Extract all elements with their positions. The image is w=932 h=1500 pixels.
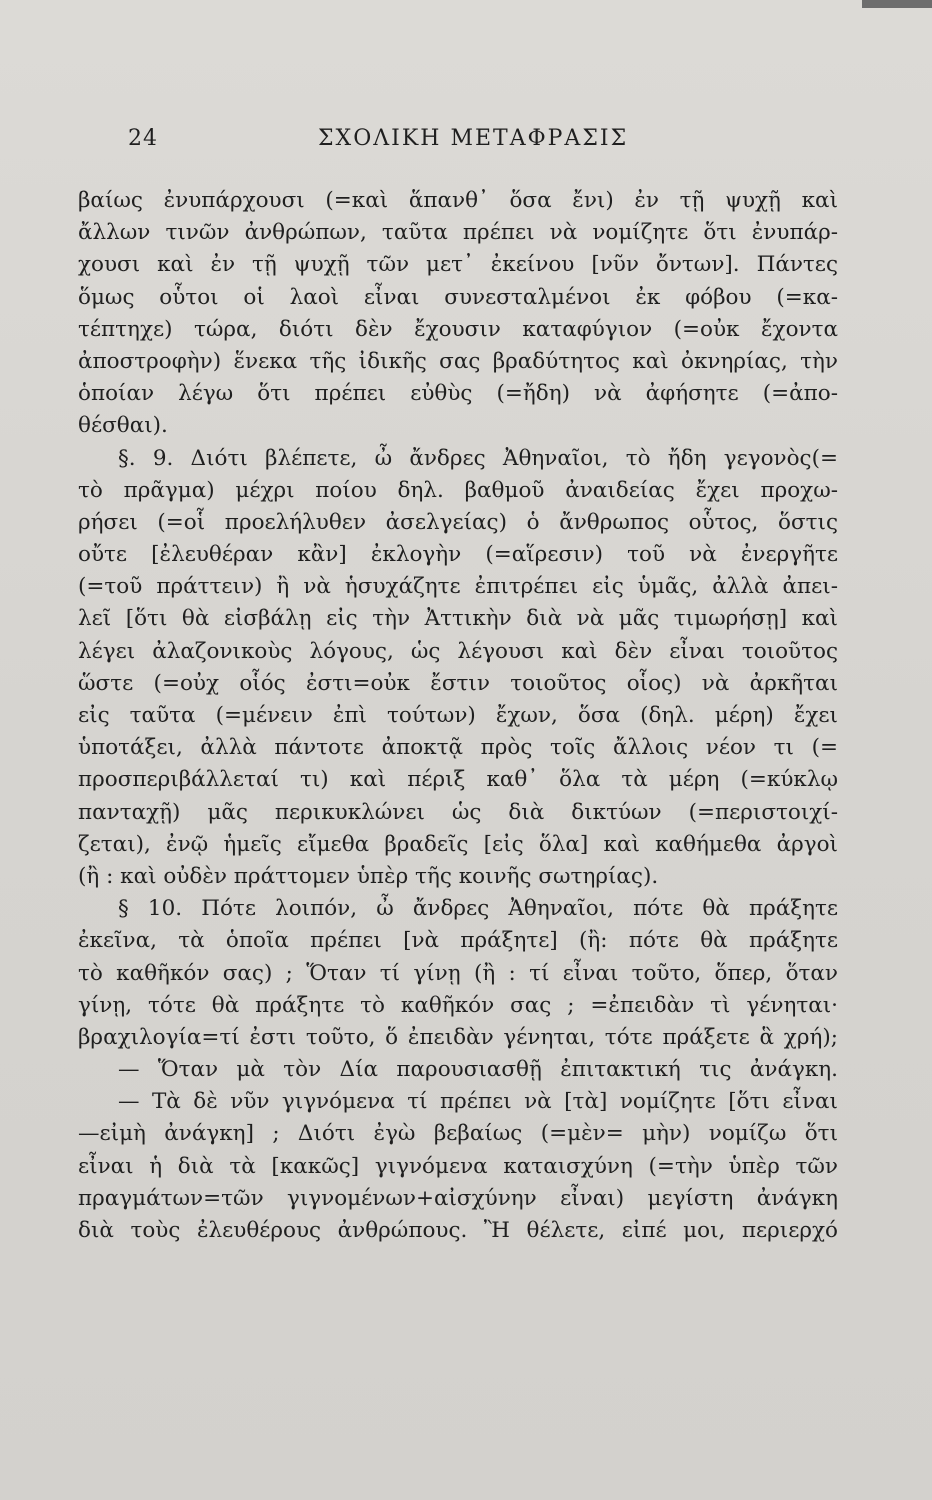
dialogue-line: — Τὰ δὲ νῦν γιγνόμενα τί πρέπει νὰ [τὰ] νομίζητε [ὅτι εἶναι — [118, 1089, 838, 1115]
text-line: πραγμάτων=τῶν γιγνομένων+αἰσχύνην εἶναι) μεγίστη ἀνάγκη — [78, 1185, 838, 1211]
page-header — [128, 126, 828, 166]
text-line: ὅμως οὗτοι οἱ λαοὶ εἶναι συνεσταλμένοι ἐκ φόβου (=κα- — [78, 284, 838, 310]
text-line: λέγει ἀλαζονικοὺς λόγους, ὡς λέγουσι καὶ δὲν εἶναι τοιοῦτος — [78, 638, 838, 664]
running-title: ΣΧΟΛΙΚΗ ΜΕΤΑΦΡΑΣΙΣ — [318, 126, 629, 151]
text-line: (ἢ : καὶ οὐδὲν πράττομεν ὑπὲρ τῆς κοινῆς σωτηρίας). — [78, 863, 659, 889]
text-line: εἰς ταῦτα (=μένειν ἐπὶ τούτων) ἔχων, ὅσα (δηλ. μέρη) ἔχει — [78, 703, 838, 728]
text-line: ἄλλων τινῶν ἀνθρώπων, ταῦτα πρέπει νὰ νομίζητε ὅτι ἐνυπάρ- — [78, 220, 838, 246]
text-line: τὸ πρᾶγμα) μέχρι ποίου δηλ. βαθμοῦ ἀναιδείας ἔχει προχω- — [78, 477, 838, 503]
text-line: θέσθαι). — [78, 413, 168, 439]
text-line: τέπτηχε) τώρα, διότι δὲν ἔχουσιν καταφύγιον (=οὐκ ἔχοντα — [78, 316, 838, 342]
text-line: ἐκεῖνα, τὰ ὁποῖα πρέπει [νὰ πράξητε] (ἢ: πότε θὰ πράξητε — [78, 928, 838, 954]
text-line: προσπεριβάλλεταί τι) καὶ πέριξ καθ᾿ ὅλα τὰ μέρη (=κύκλῳ — [78, 767, 838, 793]
scan-edge-mark — [862, 0, 932, 8]
dialogue-line: — Ὅταν μὰ τὸν Δία παρουσιασθῇ ἐπιτακτική τις ἀνάγκη. — [118, 1057, 838, 1083]
text-line: πανταχῇ) μᾶς περικυκλώνει ὡς διὰ δικτύων (=περιστοιχί- — [78, 799, 838, 825]
text-line: ὁποίαν λέγω ὅτι πρέπει εὐθὺς (=ἤδη) νὰ ἀφήσητε (=ἀπο- — [78, 381, 838, 407]
text-line: βαίως ἐνυπάρχουσι (=καὶ ἅπανθ᾿ ὅσα ἔνι) ἐν τῇ ψυχῇ καὶ — [78, 188, 838, 213]
text-line: ρήσει (=οἷ προελήλυθεν ἀσελγείας) ὁ ἄνθρωπος οὗτος, ὅστις — [78, 509, 838, 535]
text-line: βραχιλογία=τί ἐστι τοῦτο, ὅ ἐπειδὰν γένηται, τότε πράξετε ἃ χρή); — [78, 1024, 838, 1050]
page-number: 24 — [128, 126, 158, 151]
text-line: ὥστε (=οὐχ οἷός ἐστι=οὐκ ἔστιν τοιοῦτος οἷος) νὰ ἀρκῆται — [78, 670, 838, 696]
text-line: ζεται), ἐνῷ ἡμεῖς εἴμεθα βραδεῖς [εἰς ὅλα] καὶ καθήμεθα ἀργοὶ — [78, 831, 838, 857]
text-line: λεῖ [ὅτι θὰ εἰσβάλῃ εἰς τὴν Ἀττικὴν διὰ νὰ μᾶς τιμωρήσῃ] καὶ — [78, 606, 838, 632]
text-line: διὰ τοὺς ἐλευθέρους ἀνθρώπους. Ἢ θέλετε, εἰπέ μοι, περιερχό — [78, 1218, 838, 1243]
text-line: εἶναι ἡ διὰ τὰ [κακῶς] γιγνόμενα καταισχύνη (=τὴν ὑπὲρ τῶν — [78, 1153, 838, 1179]
text-line: οὔτε [ἐλευθέραν κἂν] ἐκλογὴν (=αἵρεσιν) τοῦ νὰ ἐνεργῆτε — [78, 542, 838, 568]
text-line: γίνῃ, τότε θὰ πράξητε τὸ καθῆκόν σας ; =ἐπειδὰν τὶ γένηται· — [78, 992, 838, 1018]
body-text — [78, 185, 838, 1247]
text-line: ὑποτάξει, ἀλλὰ πάντοτε ἀποκτᾷ πρὸς τοῖς ἄλλοις νέον τι (= — [78, 735, 838, 761]
text-line: —εἰμὴ ἀνάγκη] ; Διότι ἐγὼ βεβαίως (=μὲν= μὴν) νομίζω ὅτι — [78, 1121, 838, 1147]
text-line: ἀποστροφὴν) ἕνεκα τῆς ἰδικῆς σας βραδύτητος καὶ ὀκνηρίας, τὴν — [78, 348, 838, 374]
text-line: χουσι καὶ ἐν τῇ ψυχῇ τῶν μετ᾿ ἐκείνου [νῦν ὄντων]. Πάντες — [78, 252, 838, 278]
section-9-start: §. 9. Διότι βλέπετε, ὦ ἄνδρες Ἀθηναῖοι, τὸ ἤδη γεγονὸς(= — [118, 445, 838, 471]
text-line: τὸ καθῆκόν σας) ; Ὅταν τί γίνῃ (ἢ : τί εἶναι τοῦτο, ὅπερ, ὅταν — [78, 960, 838, 986]
text-line: (=τοῦ πράττειν) ἢ νὰ ἡσυχάζητε ἐπιτρέπει εἰς ὑμᾶς, ἀλλὰ ἀπει- — [78, 574, 838, 600]
section-10-start: § 10. Πότε λοιπόν, ὦ ἄνδρες Ἀθηναῖοι, πότε θὰ πράξητε — [118, 896, 838, 922]
